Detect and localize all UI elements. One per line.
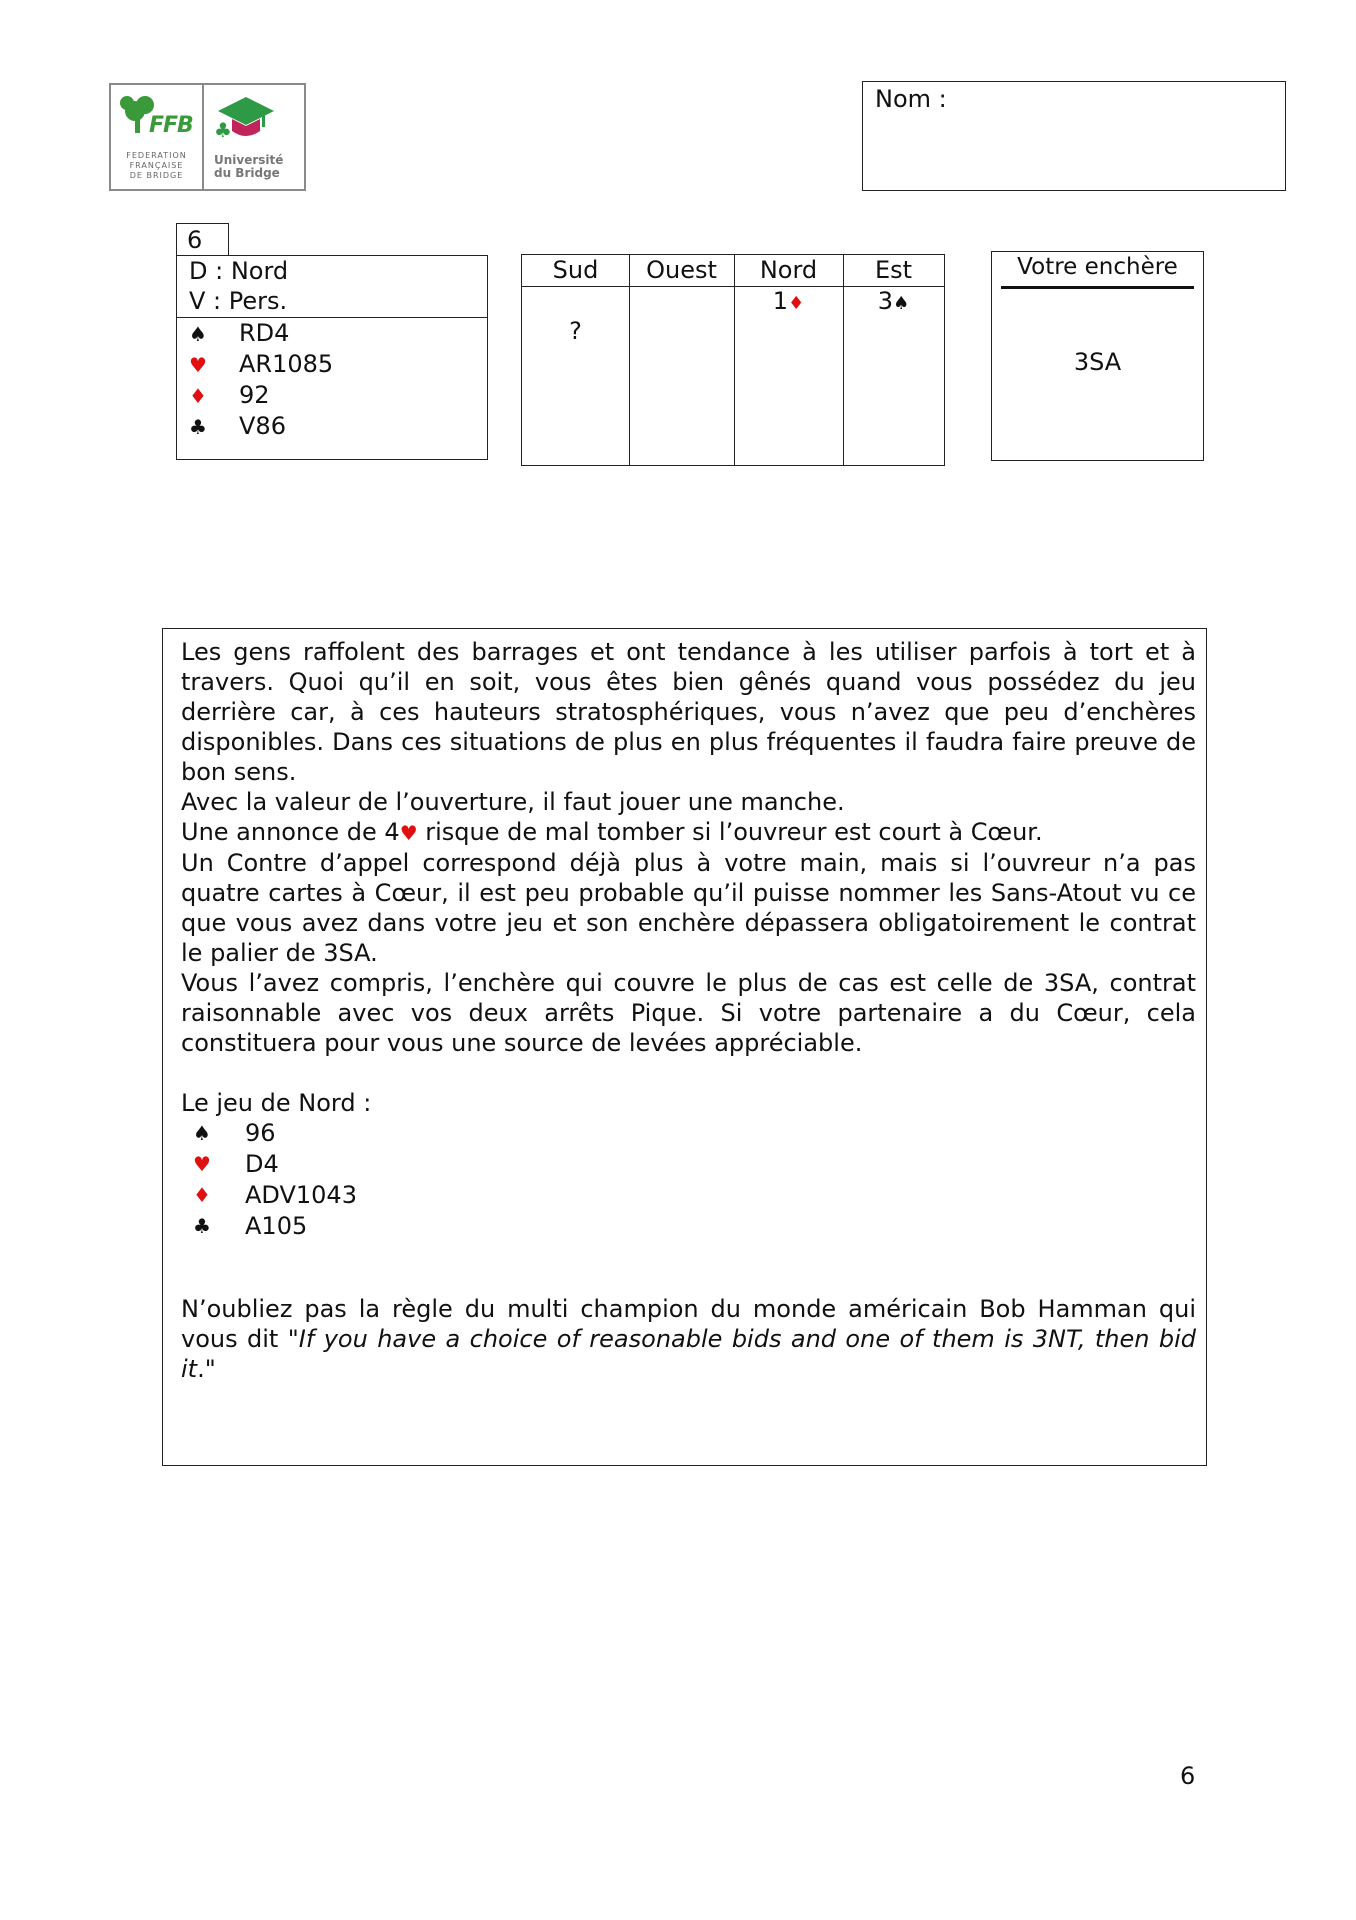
nord-hearts: ♥ D4: [181, 1149, 1196, 1180]
nord-diamonds: ♦ ADV1043: [181, 1180, 1196, 1211]
answer-title: Votre enchère: [1017, 254, 1178, 280]
spade-icon: ♠: [893, 293, 910, 314]
ffb-logo-part: [111, 85, 204, 189]
explanation-paragraph: Avec la valeur de l’ouverture, il faut jouer une manche.: [181, 788, 845, 816]
explanation-box: [162, 628, 1207, 1466]
nord-clubs: ♣ A105: [181, 1211, 1196, 1242]
nord-hand-title: Le jeu de Nord :: [181, 1089, 372, 1117]
diamond-icon: ♦: [193, 1183, 211, 1207]
ffb-logo-subtitle: FEDERATION FRANÇAISE DE BRIDGE: [126, 151, 187, 180]
spade-icon: ♠: [189, 322, 207, 346]
universite-logo-text: Université du Bridge: [214, 153, 284, 180]
graduation-cap-icon: [204, 85, 308, 145]
bidding-header-sud: Sud: [552, 256, 599, 284]
bidding-header-est: Est: [874, 256, 913, 284]
explanation-paragraph: Une annonce de 4♥ risque de mal tomber si l’ouvreur est court à Cœur.: [181, 818, 1043, 846]
answer-box: [991, 251, 1204, 461]
bid-nord: 1♦: [772, 287, 805, 315]
explanation-paragraph: Un Contre d’appel correspond déjà plus à votre main, mais si l’ouvreur n’a pas quatre cartes à Cœur, il est peu probable qu’il puisse nommer les Sans-Atout vu ce que vous avez dans votre jeu et son enchère dépassera obligatoirement le contrat le palier de 3SA.: [181, 849, 1196, 967]
spade-icon: ♠: [193, 1121, 211, 1145]
diamond-icon: ♦: [189, 384, 207, 408]
answer-underline: [1001, 286, 1194, 289]
bid-sud: ?: [569, 317, 582, 345]
explanation-paragraph: Les gens raffolent des barrages et ont tendance à les utiliser parfois à tort et à travers. Quoi qu’il en soit, vous êtes bien gênés quand vous possédez du jeu derrière car, à ces hauteurs stratosphériques, vous n’avez que peu d’enchères disponibles. Dans ces situations de plus en plus fréquentes il faudra faire preuve de bon sens.: [181, 638, 1196, 786]
ffb-logo-text: FFB: [149, 113, 193, 138]
svg-text:♣: ♣: [214, 118, 232, 142]
club-icon: ♣: [189, 415, 207, 439]
bidding-header-nord: Nord: [759, 256, 818, 284]
name-field[interactable]: [862, 81, 1286, 191]
page-number: 6: [1180, 1762, 1196, 1790]
hand-diamonds: ♦ 92: [189, 380, 270, 412]
hamman-quote: N’oubliez pas la règle du multi champion du monde américain Bob Hamman qui vous dit "If you have a choice of reasonable bids and one of them is 3NT, then bid it.": [181, 1295, 1196, 1383]
bidding-table: [521, 254, 945, 466]
nord-spades: ♠ 96: [181, 1118, 1196, 1149]
deal-number: 6: [176, 223, 229, 256]
explanation-paragraph: Vous l’avez compris, l’enchère qui couvre le plus de cas est celle de 3SA, contrat raisonnable avec vos deux arrêts Pique. Si votre partenaire a du Cœur, cela constituera pour vous une source de levées appréciable.: [181, 969, 1196, 1057]
heart-icon: ♥: [189, 353, 207, 377]
nord-hand: [181, 1118, 1196, 1242]
heart-icon: ♥: [193, 1152, 211, 1176]
hand-spades: ♠ RD4: [189, 318, 289, 350]
vulnerability-line: V : Pers.: [189, 287, 288, 315]
heart-icon: ♥: [399, 821, 418, 845]
bidding-header-ouest: Ouest: [646, 256, 717, 284]
universite-logo-part: [204, 85, 304, 189]
diamond-icon: ♦: [788, 293, 805, 314]
hand-hearts: ♥ AR1085: [189, 349, 333, 381]
name-label: Nom :: [875, 85, 947, 113]
bid-est: 3♠: [877, 287, 910, 315]
club-icon: ♣: [193, 1214, 211, 1238]
ffb-logo: [109, 83, 306, 191]
hand-clubs: ♣ V86: [189, 411, 286, 443]
dealer-line: D : Nord: [189, 257, 289, 285]
hand-box: [176, 255, 488, 460]
answer-value: 3SA: [1073, 348, 1122, 376]
